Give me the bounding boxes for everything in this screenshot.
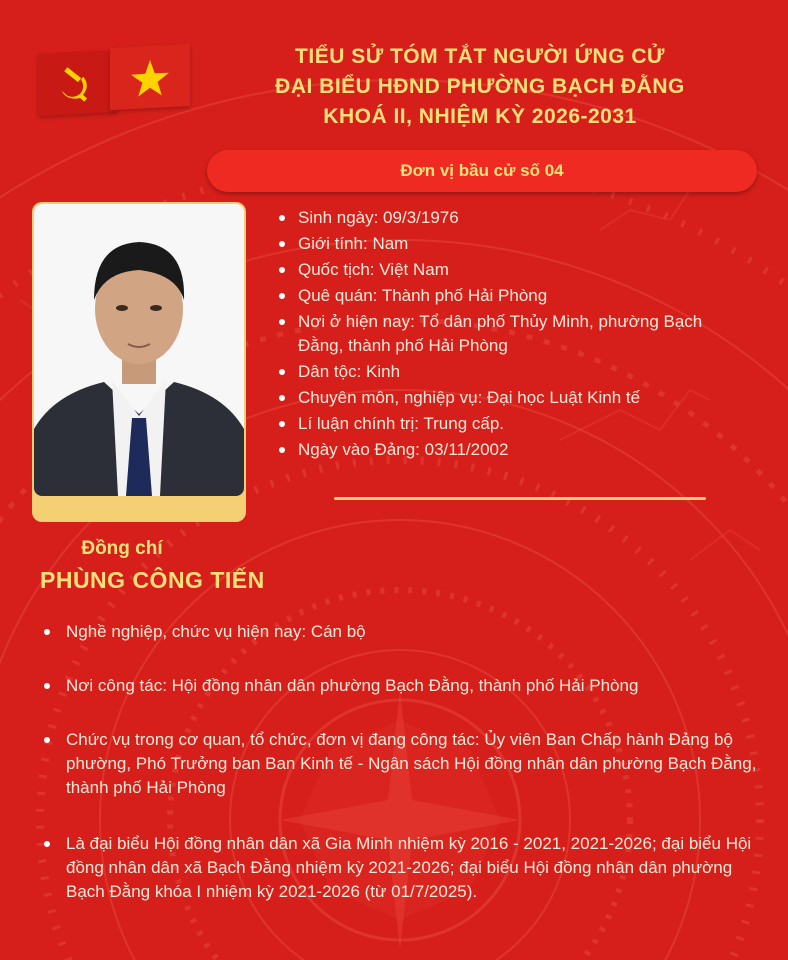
list-item: Là đại biểu Hội đồng nhân dân xã Gia Minh nhiệm kỳ 2016 - 2021, 2021-2026; đại biểu Hội đồng nhân dân xã Bạch Đằng nhiệm kỳ 2021-2026; đại biểu Hội đồng nhân dân phường Bạch Đằng khóa I nhiệm kỳ 2021-2026 (từ 01/7/2025). <box>40 832 766 904</box>
list-item: Nghề nghiệp, chức vụ hiện nay: Cán bộ <box>40 620 780 644</box>
list-item: Chức vụ trong cơ quan, tổ chức, đơn vị đang công tác: Ủy viên Ban Chấp hành Đảng bộ phường, Phó Trưởng ban Ban Kinh tế - Ngân sách Hội đồng nhân dân phường Bạch Đằng, thành phố Hải Phòng <box>40 728 766 800</box>
list-item: Nơi công tác: Hội đồng nhân dân phường Bạch Đằng, thành phố Hải Phòng <box>40 674 780 698</box>
page-title <box>200 42 760 132</box>
candidate-name: PHÙNG CÔNG TIẾN <box>40 567 265 593</box>
candidate-honorific: Đồng chí <box>81 538 163 559</box>
list-item: Ngày vào Đảng: 03/11/2002 <box>276 438 718 462</box>
list-item: Quốc tịch: Việt Nam <box>276 258 718 282</box>
list-item: Lí luận chính trị: Trung cấp. <box>276 412 718 436</box>
portrait-frame <box>32 202 246 522</box>
candidate-photo <box>34 204 244 496</box>
title-line-1: TIỂU SỬ TÓM TẮT NGƯỜI ỨNG CỬ <box>295 45 665 68</box>
constituency-badge <box>207 150 757 192</box>
personal-info-list <box>276 206 718 464</box>
list-item: Nơi ở hiện nay: Tổ dân phố Thủy Minh, phường Bạch Đằng, thành phố Hải Phòng <box>276 310 718 358</box>
list-item: Dân tộc: Kinh <box>276 360 718 384</box>
title-line-2: ĐẠI BIỂU HĐND PHƯỜNG BẠCH ĐẰNG <box>275 75 685 98</box>
constituency-label: Đơn vị bầu cử số 04 <box>400 161 564 180</box>
list-item: Sinh ngày: 09/3/1976 <box>276 206 718 230</box>
divider <box>334 497 706 500</box>
career-details-list <box>40 620 780 904</box>
title-line-3: KHOÁ II, NHIỆM KỲ 2026-2031 <box>323 105 637 128</box>
national-flag-icon <box>110 44 190 110</box>
list-item: Chuyên môn, nghiệp vụ: Đại học Luật Kinh tế <box>276 386 718 410</box>
list-item: Quê quán: Thành phố Hải Phòng <box>276 284 718 308</box>
party-flag-icon <box>38 50 118 116</box>
list-item: Giới tính: Nam <box>276 232 718 256</box>
